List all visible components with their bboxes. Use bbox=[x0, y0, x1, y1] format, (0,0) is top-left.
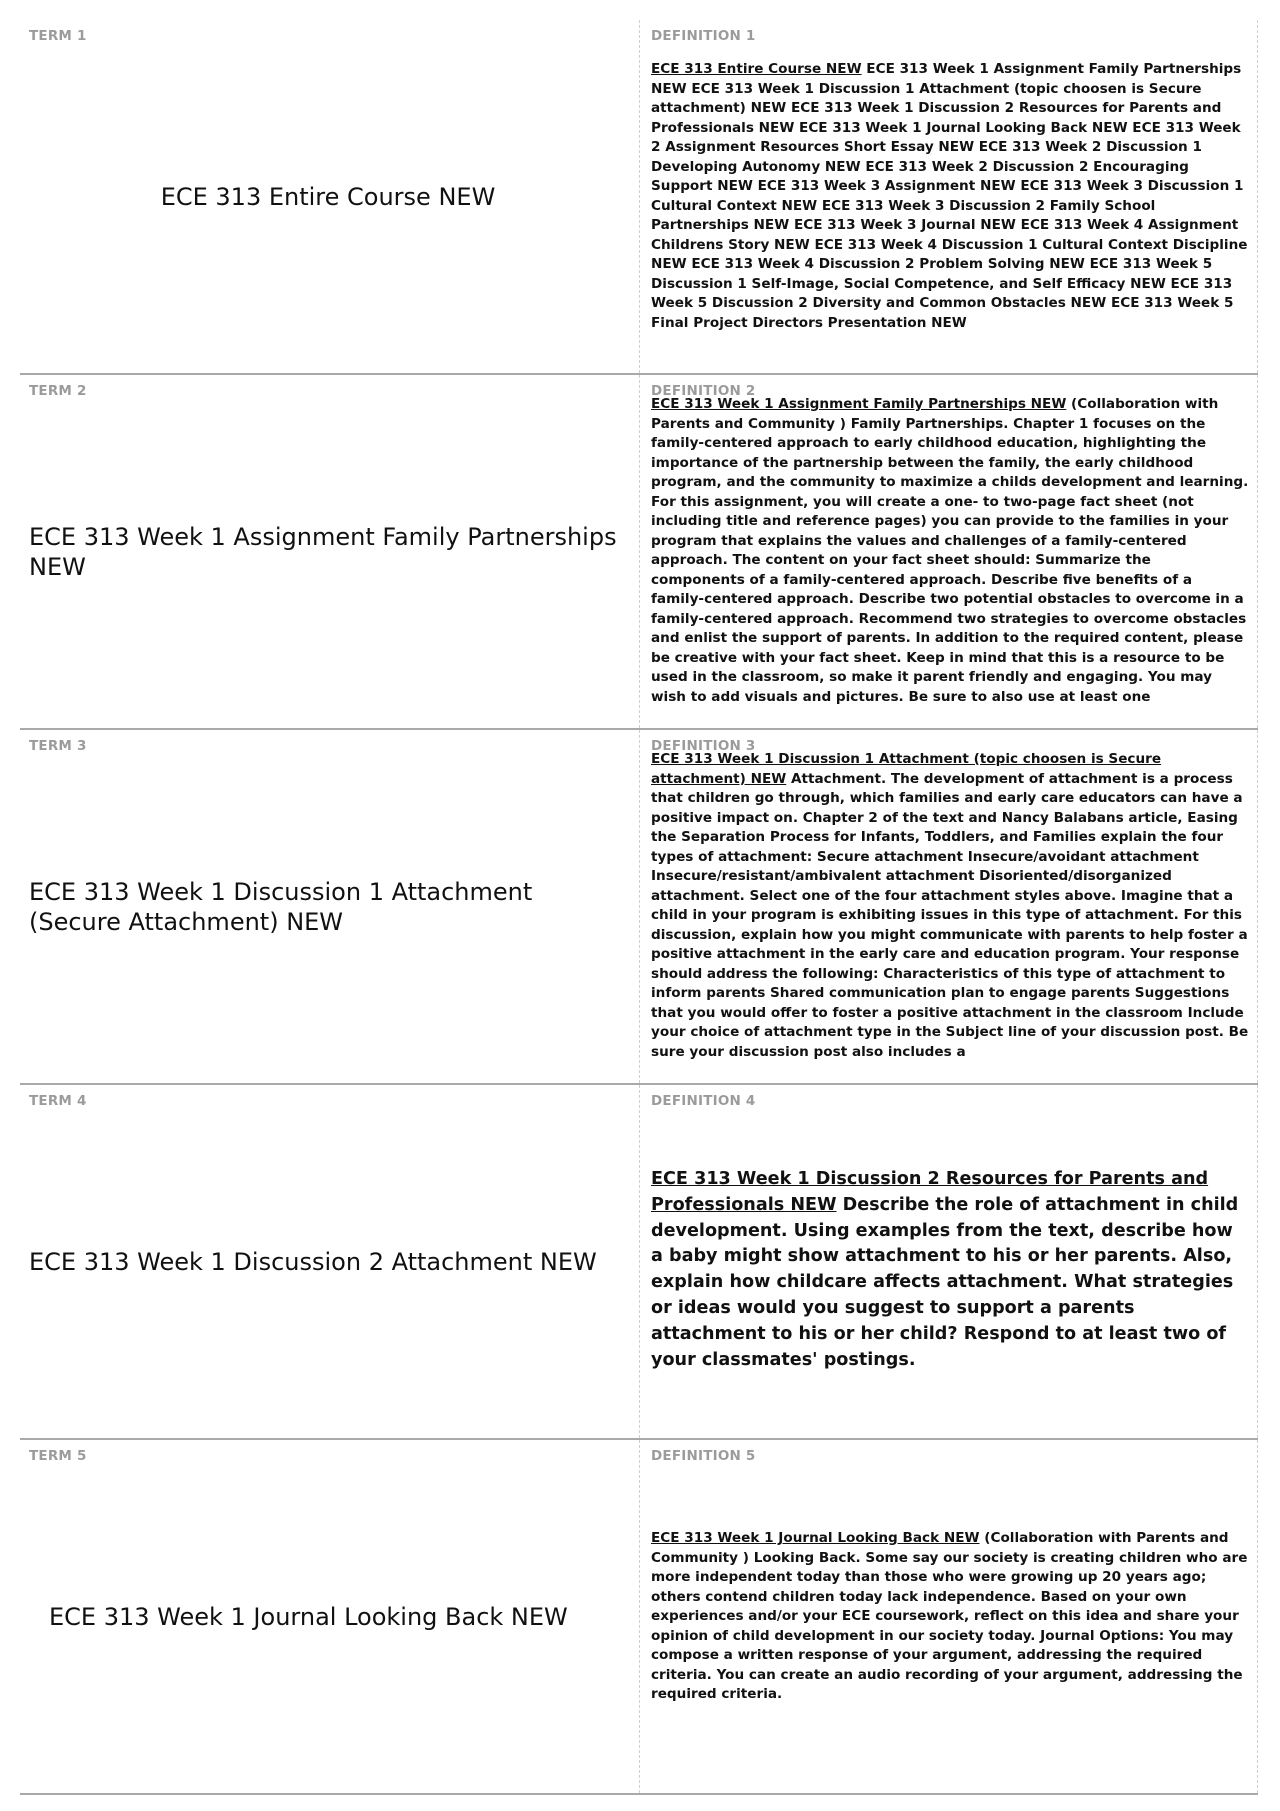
term-text bbox=[29, 375, 627, 728]
term-text-content: ECE 313 Week 1 Assignment Family Partnerships NEW bbox=[29, 522, 617, 581]
definition-label: DEFINITION 1 bbox=[651, 28, 756, 44]
definition-text: (Collaboration with Parents and Community ) Looking Back. Some say our society is creating children who are more independent today than those who were growing up 20 years ago; others contend children today lack independence. Based on your own experiences and/or your ECE coursework, reflect on this idea and share your opinion of child development in our society today. Journal Options: You may compose a written response of your argument, addressing the required criteria. You can create an audio recording of your argument, addressing the required criteria. bbox=[651, 1530, 1248, 1702]
definition-body bbox=[651, 1529, 1249, 1705]
definition-label: DEFINITION 2 bbox=[651, 383, 756, 399]
term-label: TERM 4 bbox=[29, 1093, 87, 1109]
definition-label: DEFINITION 5 bbox=[651, 1448, 756, 1464]
definition-body bbox=[651, 750, 1249, 1062]
term-text bbox=[29, 1085, 627, 1438]
card-row-1 bbox=[20, 20, 1258, 375]
term-text-content: ECE 313 Week 1 Discussion 2 Attachment NEW bbox=[29, 1247, 597, 1276]
definition-text: Attachment. The development of attachment is a process that children go through, which families and early care educators can have a positive impact on. Chapter 2 of the text and Nancy Balabans article, Easing the Separation Process for Infants, Toddlers, and Families explain the four types of attachment: Secure attachment Insecure/avoidant attachment Insecure/resistant/ambivalent attachment Disoriented/disorganized attachment. Select one of the four attachment styles above. Imagine that a child in your program is exhibiting issues in this type of attachment. For this discussion, explain how you might communicate with parents to help foster a positive attachment in the early care and education program. Your response should address the following: Characteristics of this type of attachment to inform parents Shared communication plan to engage parents Suggestions that you would offer to foster a positive attachment in the classroom Include your choice of attachment type in the Subject line of your discussion post. Be sure your discussion post also includes a bbox=[651, 770, 1249, 1060]
definition-cell bbox=[640, 375, 1258, 728]
definition-cell bbox=[640, 730, 1258, 1083]
definition-title-link[interactable]: ECE 313 Week 1 Journal Looking Back NEW bbox=[651, 1530, 980, 1546]
term-cell bbox=[20, 1440, 640, 1793]
definition-text: Describe the role of attachment in child development. Using examples from the text, describe how a baby might show attachment to his or her parents. Also, explain how childcare affects attachment. What strategies or ideas would you suggest to support a parents attachment to his or her child? Respond to at least two of your classmates' postings. bbox=[651, 1194, 1239, 1370]
term-label: TERM 2 bbox=[29, 383, 87, 399]
definition-body bbox=[651, 395, 1249, 707]
term-cell bbox=[20, 375, 640, 728]
term-label: TERM 5 bbox=[29, 1448, 87, 1464]
definition-title-link[interactable]: ECE 313 Week 1 Assignment Family Partnerships NEW bbox=[651, 396, 1067, 412]
flashcard-sheet bbox=[20, 20, 1258, 1795]
term-text-content: ECE 313 Entire Course NEW bbox=[160, 182, 496, 211]
definition-body bbox=[651, 1167, 1249, 1373]
definition-title-link[interactable]: ECE 313 Entire Course NEW bbox=[651, 61, 862, 77]
card-row-4 bbox=[20, 1085, 1258, 1440]
term-label: TERM 1 bbox=[29, 28, 87, 44]
term-label: TERM 3 bbox=[29, 738, 87, 754]
card-row-3 bbox=[20, 730, 1258, 1085]
term-text bbox=[49, 1440, 627, 1793]
definition-cell bbox=[640, 1085, 1258, 1438]
term-cell bbox=[20, 1085, 640, 1438]
definition-title-link[interactable]: ECE 313 Week 1 Discussion 1 Attachment (topic choosen is Secure attachment) NEW bbox=[651, 751, 1162, 787]
term-text bbox=[29, 20, 627, 373]
definition-text: ECE 313 Week 1 Assignment Family Partnerships NEW ECE 313 Week 1 Discussion 1 Attachment (topic choosen is Secure attachment) NEW ECE 313 Week 1 Discussion 2 Resources for Parents and Professionals NEW ECE 313 Week 1 Journal Looking Back NEW ECE 313 Week 2 Assignment Resources Short Essay NEW ECE 313 Week 2 Discussion 1 Developing Autonomy NEW ECE 313 Week 2 Discussion 2 Encouraging Support NEW ECE 313 Week 3 Assignment NEW ECE 313 Week 3 Discussion 1 Cultural Context NEW ECE 313 Week 3 Discussion 2 Family School Partnerships NEW ECE 313 Week 3 Journal NEW ECE 313 Week 4 Assignment Childrens Story NEW ECE 313 Week 4 Discussion 1 Cultural Context Discipline NEW ECE 313 Week 4 Discussion 2 Problem Solving NEW ECE 313 Week 5 Discussion 1 Self-Image, Social Competence, and Self Efficacy NEW ECE 313 Week 5 Discussion 2 Diversity and Common Obstacles NEW ECE 313 Week 5 Final Project Directors Presentation NEW bbox=[651, 61, 1248, 331]
term-text bbox=[29, 730, 627, 1083]
definition-cell bbox=[640, 1440, 1258, 1793]
definition-text: (Collaboration with Parents and Community ) Family Partnerships. Chapter 1 focuses on the family-centered approach to early childhood education, highlighting the importance of the partnership between the family, the early childhood program, and the community to maximize a childs development and learning. For this assignment, you will create a one- to two-page fact sheet (not including title and reference pages) you can provide to the families in your program that explains the values and challenges of a family-centered approach. The content on your fact sheet should: Summarize the components of a family-centered approach. Describe five benefits of a family-centered approach. Describe two potential obstacles to overcome in a family-centered approach. Recommend two strategies to overcome obstacles and enlist the support of parents. In addition to the required content, please be creative with your fact sheet. Keep in mind that this is a resource to be used in the classroom, so make it parent friendly and engaging. You may wish to add visuals and pictures. Be sure to also use at least one bbox=[651, 396, 1249, 705]
term-cell bbox=[20, 20, 640, 373]
card-row-2 bbox=[20, 375, 1258, 730]
card-row-5 bbox=[20, 1440, 1258, 1795]
definition-body bbox=[651, 60, 1249, 333]
term-cell bbox=[20, 730, 640, 1083]
term-text-content: ECE 313 Week 1 Discussion 1 Attachment (Secure Attachment) NEW bbox=[29, 877, 533, 936]
definition-label: DEFINITION 3 bbox=[651, 738, 756, 754]
definition-label: DEFINITION 4 bbox=[651, 1093, 756, 1109]
term-text-content: ECE 313 Week 1 Journal Looking Back NEW bbox=[49, 1602, 568, 1631]
definition-cell bbox=[640, 20, 1258, 373]
definition-title-link[interactable]: ECE 313 Week 1 Discussion 2 Resources for Parents and Professionals NEW bbox=[651, 1169, 1209, 1215]
